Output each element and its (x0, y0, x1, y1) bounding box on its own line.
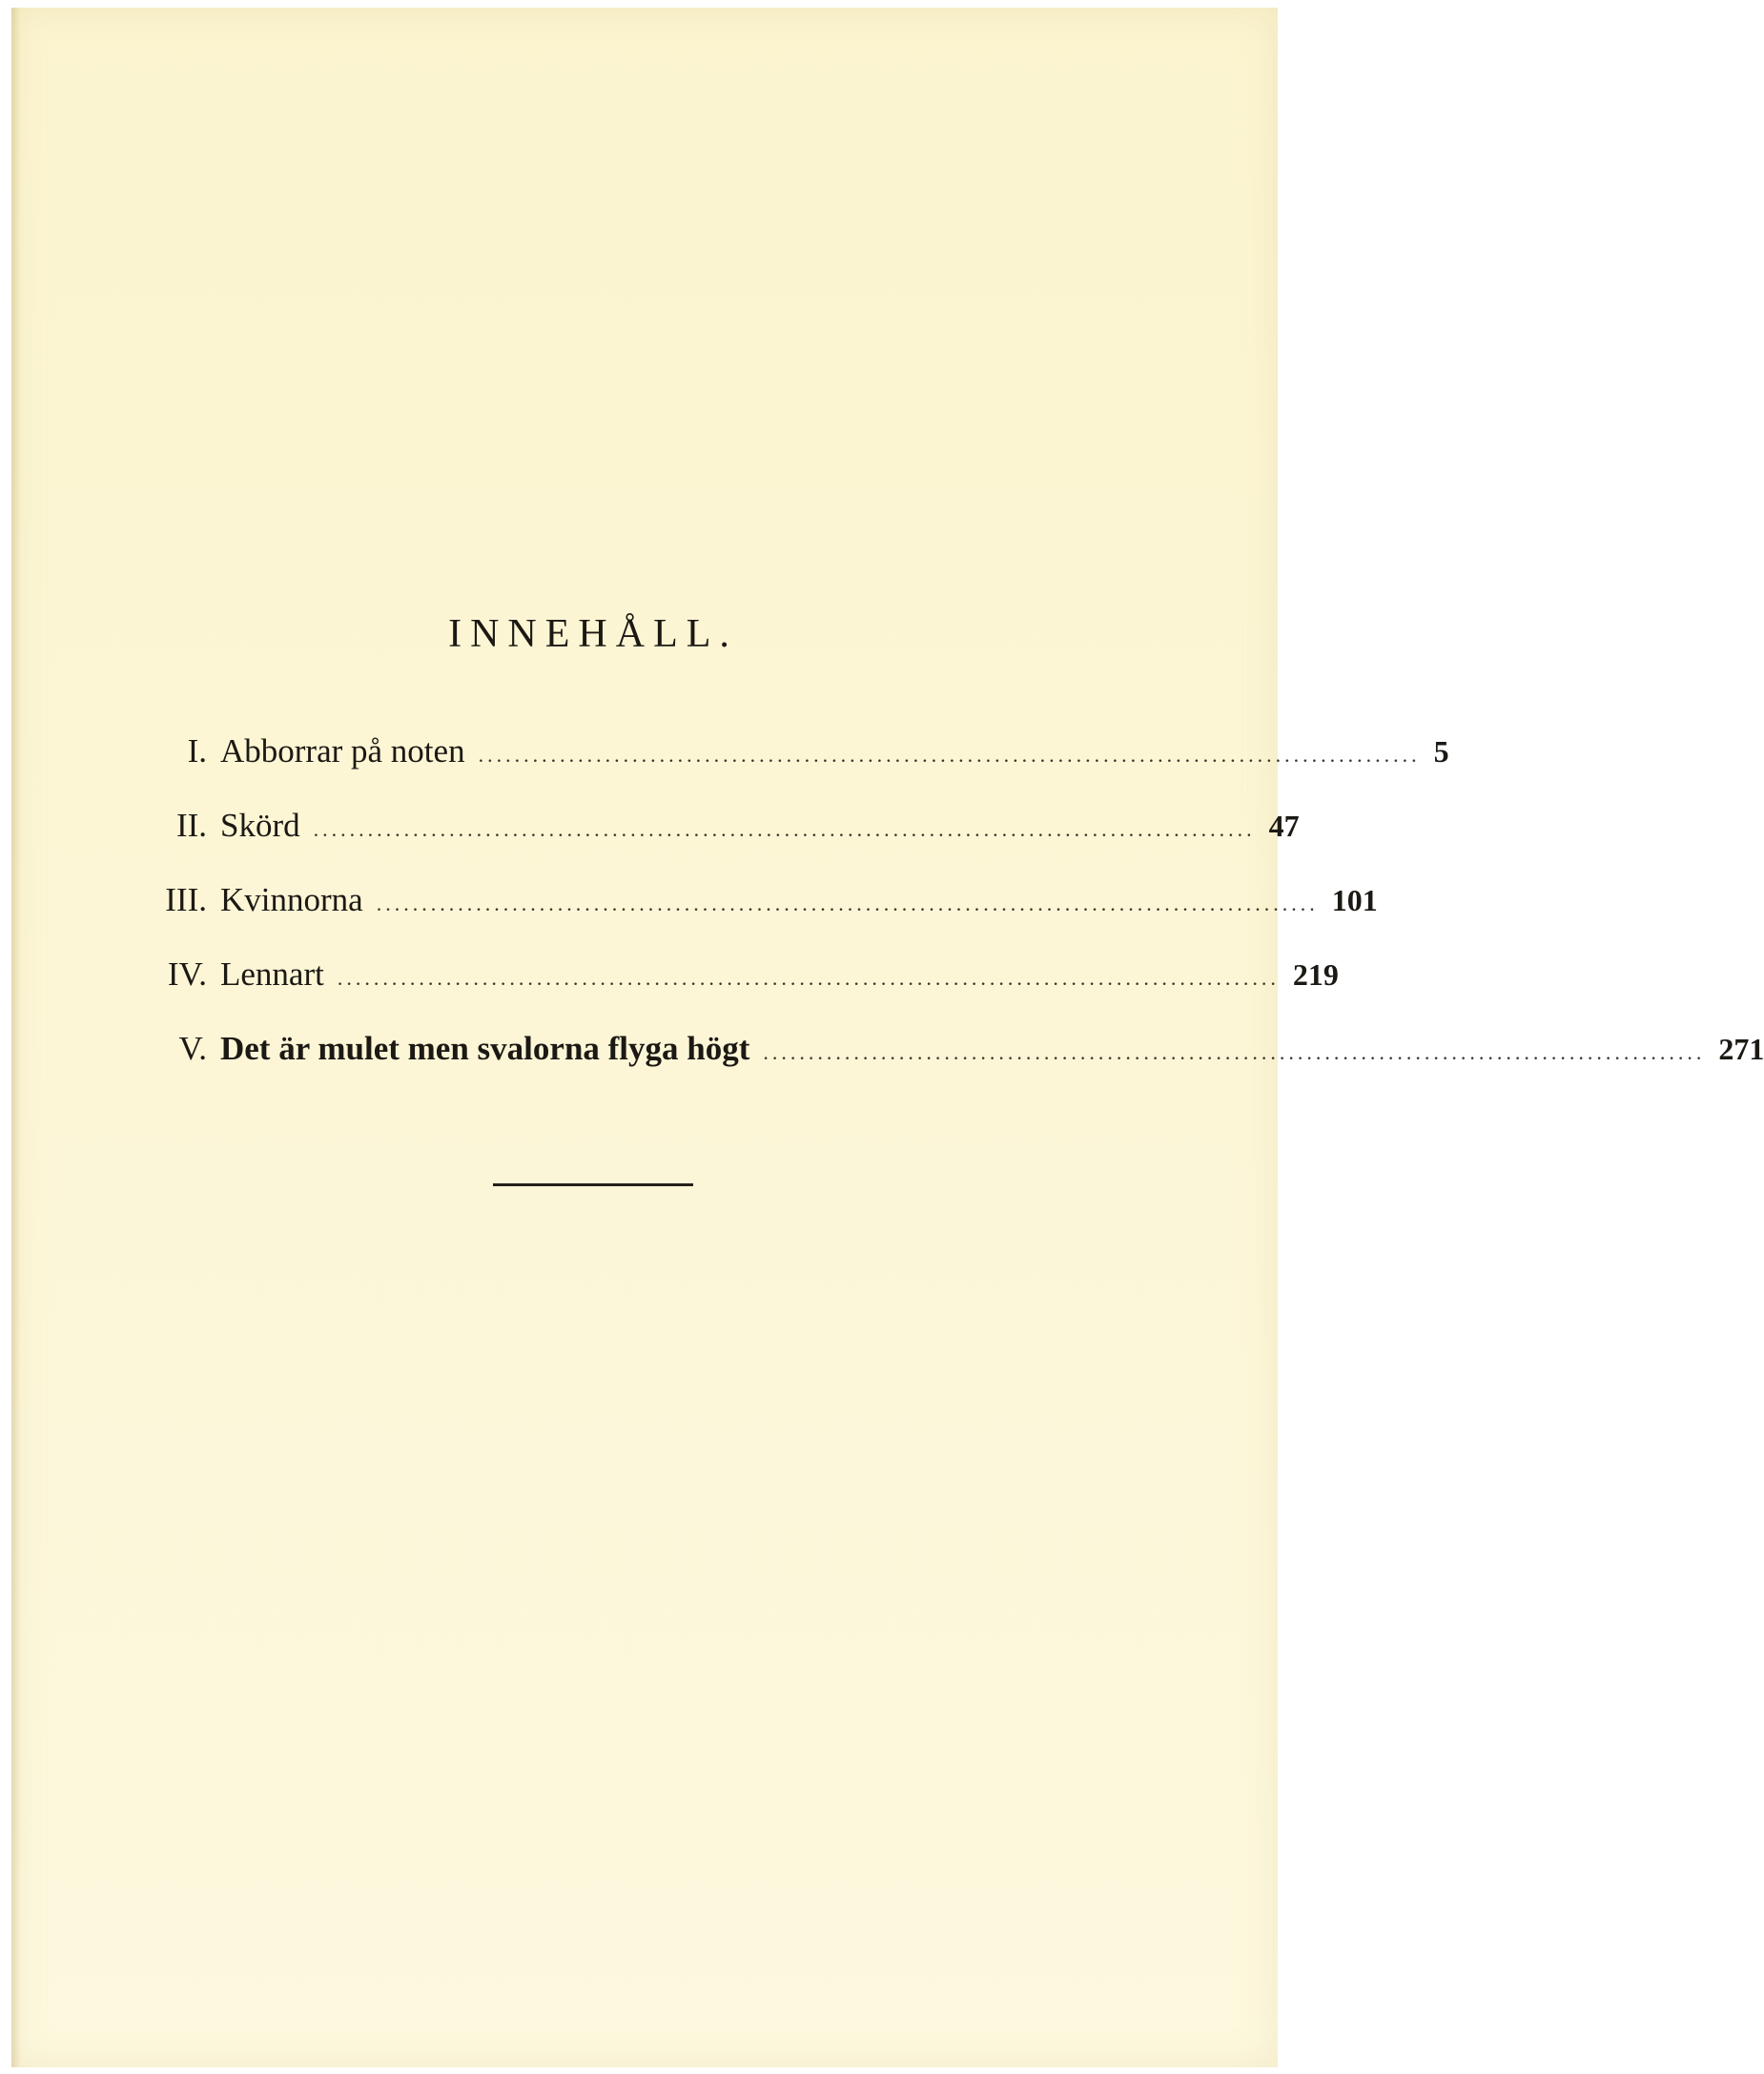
toc-entry (135, 732, 1449, 807)
toc-entry (135, 955, 1339, 1030)
toc-leader-dots: ........................................................................................................ (376, 892, 1319, 915)
toc-entry-page: 101 (1331, 883, 1378, 917)
toc-entry-number: II. (175, 807, 207, 844)
toc-leader-dots: ........................................................................................................ (337, 966, 1280, 990)
toc-leader-dots: ........................................................................................................ (763, 1040, 1706, 1064)
toc-entry (135, 881, 1378, 955)
toc-entry-title: Abborrar på noten (220, 732, 465, 770)
toc-entry-page: 271 (1718, 1032, 1764, 1066)
toc-entry-number: I. (187, 732, 207, 770)
toc-entry-title: Skörd (220, 807, 300, 844)
book-page (11, 8, 1764, 2067)
page-edge-shadow (11, 8, 21, 2067)
toc-entry-title: Lennart (220, 955, 324, 993)
toc-entry (135, 1030, 1764, 1104)
table-of-contents (135, 732, 1764, 1104)
toc-entry-number: IV. (167, 955, 207, 993)
toc-entry (135, 807, 1300, 881)
toc-entry-title: Kvinnorna (220, 881, 363, 918)
page-title: INNEHÅLL. (448, 612, 738, 656)
toc-entry-page: 5 (1433, 734, 1449, 769)
toc-entry-page: 47 (1268, 809, 1300, 843)
toc-leader-dots: ........................................................................................................ (313, 817, 1256, 841)
toc-entry-number: III. (165, 881, 207, 918)
toc-entry-page: 219 (1292, 957, 1339, 992)
toc-entry-title: Det är mulet men svalorna flyga högt (220, 1030, 750, 1067)
decorative-rule (493, 1183, 693, 1186)
toc-entry-number: V. (178, 1030, 207, 1067)
toc-leader-dots: ........................................................................................................ (478, 743, 1421, 767)
